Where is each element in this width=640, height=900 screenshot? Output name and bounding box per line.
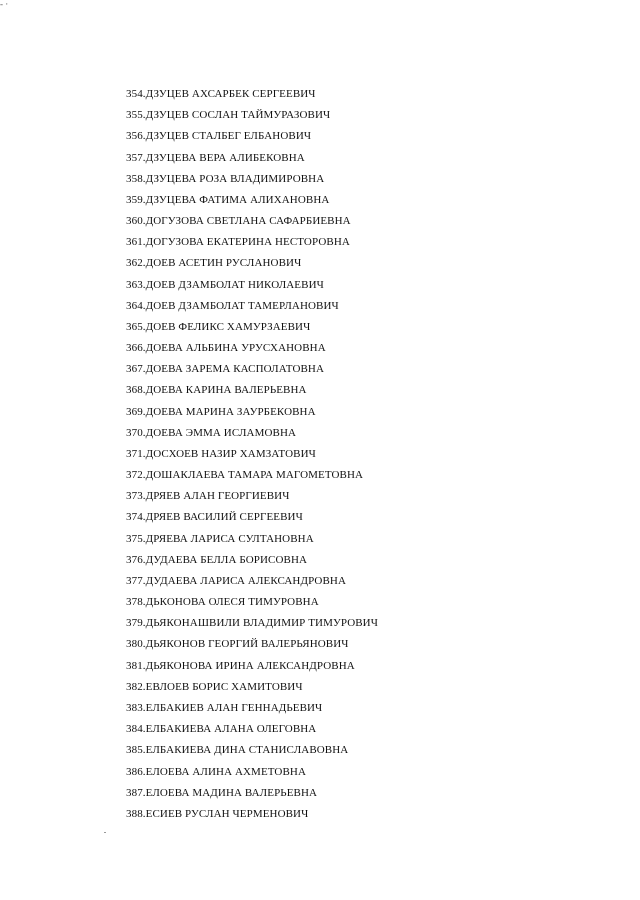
list-item: 360.ДОГУЗОВА СВЕТЛАНА САФАРБИЕВНА <box>126 215 351 228</box>
list-item: 372.ДОШАКЛАЕВА ТАМАРА МАГОМЕТОВНА <box>126 469 364 482</box>
list-item: 374.ДРЯЕВ ВАСИЛИЙ СЕРГЕЕВИЧ <box>126 511 303 524</box>
scan-speck <box>104 832 106 833</box>
list-item: 381.ДЬЯКОНОВА ИРИНА АЛЕКСАНДРОВНА <box>126 659 355 672</box>
name-list <box>126 84 378 825</box>
list-item: 367.ДОЕВА ЗАРЕМА КАСПОЛАТОВНА <box>126 363 325 376</box>
list-item: 369.ДОЕВА МАРИНА ЗАУРБЕКОВНА <box>126 405 316 418</box>
list-item: 382.ЕВЛОЕВ БОРИС ХАМИТОВИЧ <box>126 680 303 693</box>
list-item: 355.ДЗУЦЕВ СОСЛАН ТАЙМУРАЗОВИЧ <box>126 109 331 122</box>
list-item: 358.ДЗУЦЕВА РОЗА ВЛАДИМИРОВНА <box>126 172 325 185</box>
list-item: 373.ДРЯЕВ АЛАН ГЕОРГИЕВИЧ <box>126 490 290 503</box>
list-item: 383.ЕЛБАКИЕВ АЛАН ГЕННАДЬЕВИЧ <box>126 701 323 714</box>
list-item: 359.ДЗУЦЕВА ФАТИМА АЛИХАНОВНА <box>126 193 330 206</box>
list-item: 375.ДРЯЕВА ЛАРИСА СУЛТАНОВНА <box>126 532 314 545</box>
list-item: 366.ДОЕВА АЛЬБИНА УРУСХАНОВНА <box>126 342 326 355</box>
list-item: 361.ДОГУЗОВА ЕКАТЕРИНА НЕСТОРОВНА <box>126 236 350 249</box>
list-item: 376.ДУДАЕВА БЕЛЛА БОРИСОВНА <box>126 553 308 566</box>
list-item: 379.ДЬЯКОНАШВИЛИ ВЛАДИМИР ТИМУРОВИЧ <box>126 617 378 630</box>
list-item: 356.ДЗУЦЕВ СТАЛБЕГ ЕЛБАНОВИЧ <box>126 130 312 143</box>
list-item: 364.ДОЕВ ДЗАМБОЛАТ ТАМЕРЛАНОВИЧ <box>126 299 339 312</box>
list-item: 363.ДОЕВ ДЗАМБОЛАТ НИКОЛАЕВИЧ <box>126 278 324 291</box>
list-item: 362.ДОЕВ АСЕТИН РУСЛАНОВИЧ <box>126 257 302 270</box>
list-item: 386.ЕЛОЕВА АЛИНА АХМЕТОВНА <box>126 765 307 778</box>
list-item: 370.ДОЕВА ЭММА ИСЛАМОВНА <box>126 426 297 439</box>
list-item: 368.ДОЕВА КАРИНА ВАЛЕРЬЕВНА <box>126 384 307 397</box>
list-item: 365.ДОЕВ ФЕЛИКС ХАМУРЗАЕВИЧ <box>126 320 311 333</box>
list-item: 354.ДЗУЦЕВ АХСАРБЕК СЕРГЕЕВИЧ <box>126 88 316 100</box>
corner-scan-mark: - · <box>0 0 9 9</box>
list-item: 384.ЕЛБАКИЕВА АЛАНА ОЛЕГОВНА <box>126 723 317 736</box>
list-item: 380.ДЬЯКОНОВ ГЕОРГИЙ ВАЛЕРЬЯНОВИЧ <box>126 638 349 651</box>
list-item: 371.ДОСХОЕВ НАЗИР ХАМЗАТОВИЧ <box>126 447 316 460</box>
list-item: 385.ЕЛБАКИЕВА ДИНА СТАНИСЛАВОВНА <box>126 744 349 757</box>
list-item: 357.ДЗУЦЕВА ВЕРА АЛИБЕКОВНА <box>126 151 305 164</box>
list-item: 377.ДУДАЕВА ЛАРИСА АЛЕКСАНДРОВНА <box>126 574 347 587</box>
list-item: 388.ЕСИЕВ РУСЛАН ЧЕРМЕНОВИЧ <box>126 807 309 820</box>
list-item: 378.ДЬКОНОВА ОЛЕСЯ ТИМУРОВНА <box>126 596 319 609</box>
list-item: 387.ЕЛОЕВА МАДИНА ВАЛЕРЬЕВНА <box>126 786 318 799</box>
